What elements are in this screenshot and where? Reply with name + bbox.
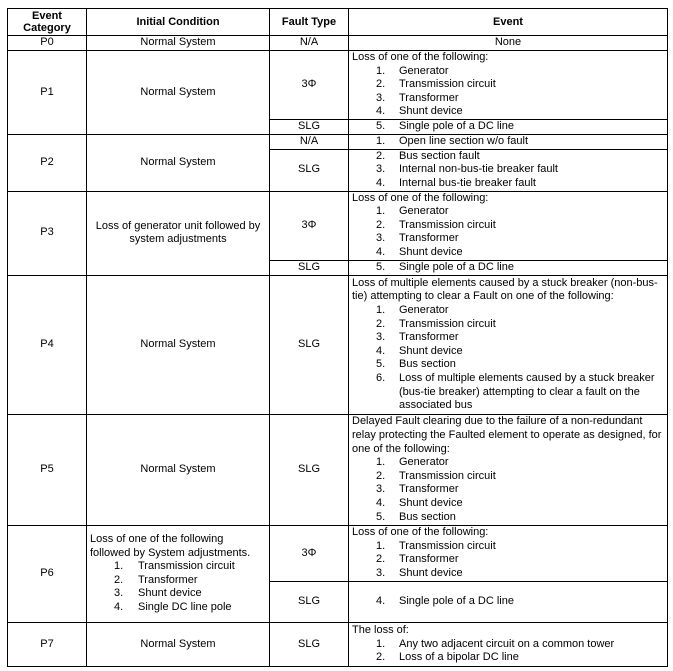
- list-item-number: 3.: [376, 163, 386, 176]
- list-item-text: Transmission circuit: [399, 317, 496, 330]
- p6-fault-type-slg: SLG: [270, 581, 349, 622]
- list-item: [352, 595, 664, 609]
- p6-event-intro: Loss of one of the following:: [352, 526, 489, 539]
- list-item: [90, 560, 266, 574]
- list-item: [352, 567, 664, 581]
- p2-initial-condition: Normal System: [87, 135, 270, 192]
- list-item-number: 1.: [114, 560, 124, 573]
- list-item-text: Loss of multiple elements caused by a stuck breaker (bus-tie breaker) attempting to clear a fault on the associated bus: [399, 371, 655, 412]
- list-item-text: Transmission circuit: [138, 560, 235, 573]
- list-item-number: 3.: [376, 91, 386, 104]
- list-item: [352, 261, 664, 275]
- list-item: [352, 135, 664, 149]
- list-item-text: Internal non-bus-tie breaker fault: [399, 163, 558, 176]
- list-item: [352, 638, 664, 652]
- p1-event: [349, 51, 668, 120]
- header-event: Event: [349, 9, 668, 36]
- p6-initial-condition: [87, 525, 270, 622]
- list-item-number: 3.: [376, 566, 386, 579]
- list-item-text: Open line section w/o fault: [399, 135, 529, 148]
- list-item-number: 1.: [376, 64, 386, 77]
- list-item-number: 5.: [376, 358, 386, 371]
- p5-initial-condition: Normal System: [87, 414, 270, 525]
- list-item-number: 2.: [114, 573, 124, 586]
- p2-event-open-line: [349, 135, 668, 150]
- list-item: [352, 163, 664, 177]
- p4-category: P4: [8, 275, 87, 414]
- p2-fault-type-na: N/A: [270, 135, 349, 150]
- p6-event-list: [352, 540, 664, 581]
- list-item-number: 2.: [376, 149, 386, 162]
- p7-event: [349, 622, 668, 666]
- list-item-number: 3.: [376, 232, 386, 245]
- list-item-number: 2.: [376, 218, 386, 231]
- p1-fault-type-3phase: 3Φ: [270, 51, 349, 120]
- p3-event: [349, 191, 668, 260]
- p7-event-intro: The loss of:: [352, 624, 409, 637]
- list-item-number: 1.: [376, 539, 386, 552]
- row-p2: [8, 135, 668, 150]
- list-item-text: Transformer: [399, 232, 459, 245]
- list-item-text: Single pole of a DC line: [399, 260, 514, 273]
- list-item: [90, 574, 266, 588]
- p1-initial-condition: Normal System: [87, 51, 270, 135]
- list-item-text: Generator: [399, 64, 449, 77]
- list-item-text: Generator: [399, 303, 449, 316]
- list-item-text: Transmission circuit: [399, 78, 496, 91]
- list-item: [352, 497, 664, 511]
- p3-event-list-slg: [352, 261, 664, 275]
- list-item-number: 3.: [376, 331, 386, 344]
- header-initial-condition: Initial Condition: [87, 9, 270, 36]
- list-item: [352, 65, 664, 79]
- list-item: [352, 92, 664, 106]
- event-category-table: [7, 8, 668, 667]
- list-item-text: Transformer: [399, 553, 459, 566]
- list-item-text: Shunt device: [399, 246, 463, 259]
- p6-event-list-slg: [352, 595, 664, 609]
- list-item-text: Shunt device: [138, 587, 202, 600]
- p7-initial-condition: Normal System: [87, 622, 270, 666]
- list-item: [352, 553, 664, 567]
- list-item-number: 5.: [376, 120, 386, 133]
- p3-category: P3: [8, 191, 87, 275]
- list-item: [90, 587, 266, 601]
- list-item: [352, 120, 664, 134]
- list-item-text: Transformer: [138, 573, 198, 586]
- list-item-text: Shunt device: [399, 344, 463, 357]
- p2-event-list-a: [352, 135, 664, 149]
- row-p0: [8, 36, 668, 51]
- p0-event: None: [349, 36, 668, 51]
- list-item-text: Shunt device: [399, 496, 463, 509]
- list-item-number: 4.: [376, 344, 386, 357]
- list-item-number: 6.: [376, 371, 386, 384]
- list-item: [352, 345, 664, 359]
- list-item: [352, 318, 664, 332]
- list-item-text: Single pole of a DC line: [399, 120, 514, 133]
- p3-event-intro: Loss of one of the following:: [352, 191, 489, 204]
- header-row: [8, 9, 668, 36]
- row-p7: [8, 622, 668, 666]
- list-item-number: 1.: [376, 205, 386, 218]
- list-item-number: 4.: [376, 246, 386, 259]
- list-item-text: Single pole of a DC line: [399, 595, 514, 608]
- p1-fault-type-slg: SLG: [270, 120, 349, 135]
- p5-event: [349, 414, 668, 525]
- list-item-text: Transmission circuit: [399, 539, 496, 552]
- p4-event-intro: Loss of multiple elements caused by a stuck breaker (non-bus-tie) attempting to clear a Fault on one of the following:: [352, 276, 658, 303]
- row-p6: [8, 525, 668, 581]
- p3-fault-type-3phase: 3Φ: [270, 191, 349, 260]
- list-item-number: 2.: [376, 78, 386, 91]
- list-item-text: Transmission circuit: [399, 469, 496, 482]
- list-item: [352, 540, 664, 554]
- list-item: [352, 105, 664, 119]
- p6-event-slg: [349, 581, 668, 622]
- list-item-number: 2.: [376, 651, 386, 664]
- list-item: [352, 150, 664, 164]
- list-item-text: Loss of a bipolar DC line: [399, 651, 519, 664]
- list-item-number: 4.: [376, 595, 386, 608]
- list-item-number: 1.: [376, 637, 386, 650]
- p1-event-list-slg: [352, 120, 664, 134]
- p6-category: P6: [8, 525, 87, 622]
- p3-initial-condition: Loss of generator unit followed by system adjustments: [87, 191, 270, 275]
- p0-fault-type: N/A: [270, 36, 349, 51]
- p6-initial-list: [90, 560, 266, 614]
- p3-event-list: [352, 205, 664, 259]
- p1-event-intro: Loss of one of the following:: [352, 51, 489, 64]
- p0-initial-condition: Normal System: [87, 36, 270, 51]
- list-item-text: Shunt device: [399, 105, 463, 118]
- list-item-number: 3.: [376, 483, 386, 496]
- list-item: [90, 601, 266, 615]
- list-item-text: Transformer: [399, 331, 459, 344]
- p1-category: P1: [8, 51, 87, 135]
- list-item-text: Single DC line pole: [138, 601, 232, 614]
- list-item-number: 4.: [376, 496, 386, 509]
- list-item-number: 5.: [376, 260, 386, 273]
- list-item: [352, 177, 664, 191]
- header-fault-type: Fault Type: [270, 9, 349, 36]
- p2-category: P2: [8, 135, 87, 192]
- p7-event-list: [352, 638, 664, 665]
- p0-category: P0: [8, 36, 87, 51]
- list-item-text: Generator: [399, 205, 449, 218]
- p1-event-list: [352, 65, 664, 119]
- p4-fault-type: SLG: [270, 275, 349, 414]
- p1-event-slg: [349, 120, 668, 135]
- row-p3: [8, 191, 668, 260]
- list-item: [352, 78, 664, 92]
- p5-fault-type: SLG: [270, 414, 349, 525]
- list-item-text: Transformer: [399, 483, 459, 496]
- row-p1: [8, 51, 668, 120]
- p6-fault-type-3phase: 3Φ: [270, 525, 349, 581]
- list-item-number: 2.: [376, 469, 386, 482]
- list-item-number: 3.: [114, 587, 124, 600]
- list-item-text: Shunt device: [399, 566, 463, 579]
- list-item-text: Transmission circuit: [399, 218, 496, 231]
- p7-fault-type: SLG: [270, 622, 349, 666]
- row-p5: [8, 414, 668, 525]
- list-item-text: Internal bus-tie breaker fault: [399, 176, 536, 189]
- list-item-number: 1.: [376, 135, 386, 148]
- p5-event-intro: Delayed Fault clearing due to the failure of a non-redundant relay protecting the Faulted element to operate as designed, for one of the following:: [352, 415, 662, 455]
- list-item: [352, 511, 664, 525]
- p4-event: [349, 275, 668, 414]
- p2-event-slg: [349, 149, 668, 191]
- p6-initial-intro: Loss of one of the following followed by System adjustments.: [90, 533, 251, 559]
- list-item: [352, 483, 664, 497]
- header-event-category: Event Category: [8, 9, 87, 36]
- p4-event-list: [352, 304, 664, 413]
- list-item: [352, 219, 664, 233]
- list-item-number: 1.: [376, 456, 386, 469]
- list-item-number: 2.: [376, 553, 386, 566]
- list-item: [352, 358, 664, 372]
- list-item-text: Bus section: [399, 510, 456, 523]
- list-item-text: Any two adjacent circuit on a common tower: [399, 637, 615, 650]
- list-item: [352, 372, 664, 413]
- list-item: [352, 470, 664, 484]
- p2-fault-type-slg: SLG: [270, 149, 349, 191]
- list-item-number: 4.: [114, 601, 124, 614]
- p3-event-slg: [349, 260, 668, 275]
- list-item: [352, 456, 664, 470]
- list-item-text: Bus section: [399, 358, 456, 371]
- list-item-number: 4.: [376, 105, 386, 118]
- list-item: [352, 246, 664, 260]
- p5-category: P5: [8, 414, 87, 525]
- list-item-text: Bus section fault: [399, 149, 480, 162]
- list-item: [352, 651, 664, 665]
- p4-initial-condition: Normal System: [87, 275, 270, 414]
- list-item: [352, 331, 664, 345]
- list-item-text: Generator: [399, 456, 449, 469]
- list-item-number: 5.: [376, 510, 386, 523]
- p3-fault-type-slg: SLG: [270, 260, 349, 275]
- p7-category: P7: [8, 622, 87, 666]
- list-item-text: Transformer: [399, 91, 459, 104]
- list-item: [352, 304, 664, 318]
- row-p4: [8, 275, 668, 414]
- list-item-number: 1.: [376, 303, 386, 316]
- p5-event-list: [352, 456, 664, 524]
- list-item: [352, 232, 664, 246]
- p2-event-list-b: [352, 150, 664, 191]
- list-item: [352, 205, 664, 219]
- p6-event: [349, 525, 668, 581]
- list-item-number: 4.: [376, 176, 386, 189]
- list-item-number: 2.: [376, 317, 386, 330]
